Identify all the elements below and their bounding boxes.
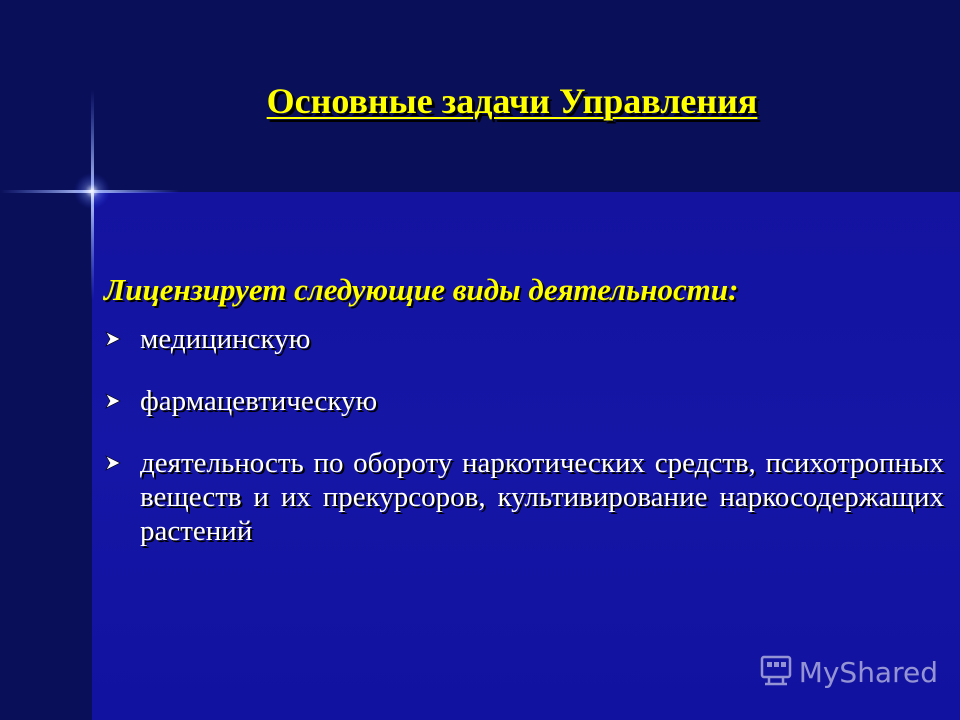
mysharedlogo-icon bbox=[759, 653, 793, 692]
slide-title: Основные задачи Управления bbox=[266, 81, 758, 121]
list-item bbox=[104, 446, 944, 548]
list-item-text: медицинскую bbox=[140, 323, 311, 355]
list-item-text: фармацевтическую bbox=[140, 385, 378, 417]
arrow-bullet-icon bbox=[104, 322, 140, 356]
slide-content bbox=[104, 272, 944, 576]
list-item-text: деятельность по обороту наркотических средств, психотропных веществ и их прекурсоров, культивирование наркосодержащих растений bbox=[140, 447, 944, 547]
list-item bbox=[104, 322, 944, 356]
arrow-bullet-icon bbox=[104, 446, 140, 480]
background-left-band bbox=[0, 192, 92, 720]
arrow-bullet-icon bbox=[104, 384, 140, 418]
activity-list bbox=[104, 322, 944, 548]
watermark-text: MyShared bbox=[798, 656, 938, 689]
list-item bbox=[104, 384, 944, 418]
watermark bbox=[759, 653, 938, 692]
slide-subtitle: Лицензирует следующие виды деятельности: bbox=[104, 272, 739, 307]
